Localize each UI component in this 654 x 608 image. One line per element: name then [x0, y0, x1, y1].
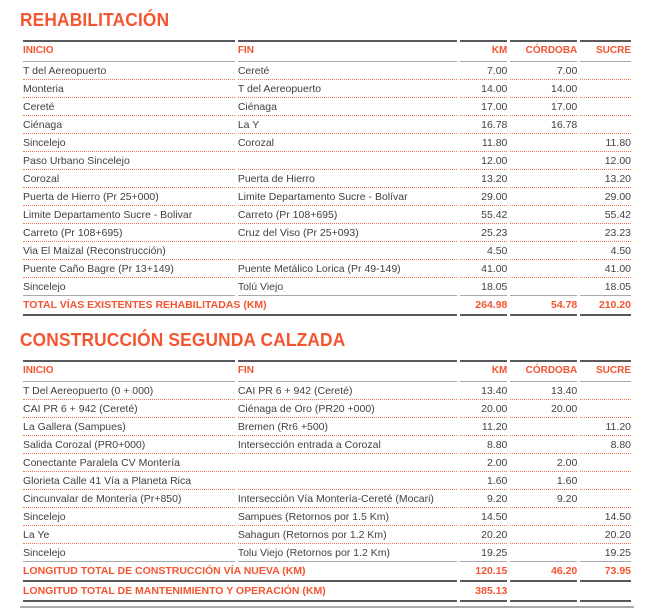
- section-title-rehabilitacion: REHABILITACIÓN: [20, 10, 170, 30]
- cell-inicio: Sincelejo: [23, 278, 235, 296]
- cell-inicio: Corozal: [23, 170, 235, 188]
- cell-cordoba: 7.00: [510, 62, 577, 80]
- cell-inicio: La Ye: [23, 526, 235, 544]
- table-header: [23, 360, 631, 382]
- cell-cordoba: 16.78: [510, 116, 577, 134]
- cell-fin: Carreto (Pr 108+695): [238, 206, 457, 224]
- cell-inicio: Carreto (Pr 108+695): [23, 224, 235, 242]
- cell-cordoba: 1.60: [510, 472, 577, 490]
- table-row: [23, 382, 631, 400]
- cell-cordoba: [510, 260, 577, 278]
- bottom-rule: [20, 602, 634, 608]
- cell-inicio: Ciénaga: [23, 116, 235, 134]
- section-rehabilitacion: [20, 10, 634, 316]
- cell-sucre: 12.00: [580, 152, 631, 170]
- cell-fin: Tolu Viejo (Retornos por 1.2 Km): [238, 544, 457, 562]
- cell-sucre: 8.80: [580, 436, 631, 454]
- total-row: [23, 582, 631, 602]
- table-row: [23, 62, 631, 80]
- total-row: [23, 562, 631, 582]
- table-row: [23, 508, 631, 526]
- cell-cordoba: 13.40: [510, 382, 577, 400]
- column-header-fin: FIN: [238, 40, 457, 62]
- cell-fin: Limite Departamento Sucre - Bolívar: [238, 188, 457, 206]
- cell-sucre: 11.80: [580, 134, 631, 152]
- cell-sucre: 19.25: [580, 544, 631, 562]
- cell-sucre: 29.00: [580, 188, 631, 206]
- table-row: [23, 152, 631, 170]
- column-header-sucre: SUCRE: [580, 360, 631, 382]
- cell-km: 55.42: [460, 206, 508, 224]
- cell-fin: Ciénaga: [238, 98, 457, 116]
- cell-fin: Puerta de Hierro: [238, 170, 457, 188]
- total-cordoba: 54.78: [510, 296, 577, 316]
- cell-km: 2.00: [460, 454, 508, 472]
- cell-fin: T del Aereopuerto: [238, 80, 457, 98]
- cell-sucre: 13.20: [580, 170, 631, 188]
- cell-km: 12.00: [460, 152, 508, 170]
- column-header-inicio: INICIO: [23, 360, 235, 382]
- cell-inicio: Cincunvalar de Montería (Pr+850): [23, 490, 235, 508]
- cell-km: 13.20: [460, 170, 508, 188]
- cell-cordoba: [510, 436, 577, 454]
- cell-fin: CAI PR 6 + 942 (Cereté): [238, 382, 457, 400]
- cell-sucre: 14.50: [580, 508, 631, 526]
- cell-fin: Cruz del Viso (Pr 25+093): [238, 224, 457, 242]
- table-body: [23, 382, 631, 562]
- cell-fin: Corozal: [238, 134, 457, 152]
- column-header-km: KM: [460, 40, 508, 62]
- table-body: [23, 62, 631, 296]
- cell-km: 41.00: [460, 260, 508, 278]
- cell-fin: [238, 152, 457, 170]
- cell-km: 9.20: [460, 490, 508, 508]
- column-header-km: KM: [460, 360, 508, 382]
- cell-cordoba: [510, 508, 577, 526]
- table-row: [23, 472, 631, 490]
- cell-fin: Ciénaga de Oro (PR20 +000): [238, 400, 457, 418]
- cell-fin: Sahagun (Retornos por 1.2 Km): [238, 526, 457, 544]
- table-totals: [23, 562, 631, 602]
- cell-inicio: Sincelejo: [23, 508, 235, 526]
- cell-fin: Bremen (Rr6 +500): [238, 418, 457, 436]
- cell-sucre: [580, 98, 631, 116]
- cell-km: 17.00: [460, 98, 508, 116]
- table-row: [23, 206, 631, 224]
- table-row: [23, 436, 631, 454]
- cell-km: 4.50: [460, 242, 508, 260]
- cell-inicio: Via El Maizal (Reconstrucción): [23, 242, 235, 260]
- total-sucre: [580, 582, 631, 602]
- cell-fin: La Y: [238, 116, 457, 134]
- total-label: TOTAL VÍAS EXISTENTES REHABILITADAS (KM): [23, 296, 457, 316]
- cell-km: 19.25: [460, 544, 508, 562]
- column-header-cordoba: CÓRDOBA: [510, 360, 577, 382]
- table-row: [23, 278, 631, 296]
- cell-inicio: Conectante Paralela CV Montería: [23, 454, 235, 472]
- section-title-construccion: CONSTRUCCIÓN SEGUNDA CALZADA: [20, 330, 346, 350]
- cell-km: 7.00: [460, 62, 508, 80]
- total-km: 385.13: [460, 582, 508, 602]
- rehabilitacion-table: [20, 40, 634, 316]
- cell-fin: Puente Metálico Lorica (Pr 49-149): [238, 260, 457, 278]
- table-row: [23, 544, 631, 562]
- cell-km: 11.20: [460, 418, 508, 436]
- cell-sucre: [580, 62, 631, 80]
- table-row: [23, 116, 631, 134]
- total-cordoba: 46.20: [510, 562, 577, 582]
- cell-cordoba: 9.20: [510, 490, 577, 508]
- cell-cordoba: [510, 188, 577, 206]
- table-row: [23, 134, 631, 152]
- table-row: [23, 260, 631, 278]
- cell-inicio: Monteria: [23, 80, 235, 98]
- cell-cordoba: [510, 224, 577, 242]
- cell-sucre: [580, 80, 631, 98]
- column-header-inicio: INICIO: [23, 40, 235, 62]
- cell-cordoba: [510, 242, 577, 260]
- section-construccion: [20, 330, 634, 608]
- cell-fin: Cereté: [238, 62, 457, 80]
- cell-fin: Tolú Viejo: [238, 278, 457, 296]
- cell-inicio: La Gallera (Sampues): [23, 418, 235, 436]
- cell-cordoba: [510, 544, 577, 562]
- total-km: 120.15: [460, 562, 508, 582]
- table-row: [23, 98, 631, 116]
- cell-fin: [238, 242, 457, 260]
- construccion-table: [20, 360, 634, 602]
- cell-inicio: Puente Caño Bagre (Pr 13+149): [23, 260, 235, 278]
- column-header-cordoba: CÓRDOBA: [510, 40, 577, 62]
- cell-inicio: Puerta de Hierro (Pr 25+000): [23, 188, 235, 206]
- cell-cordoba: [510, 418, 577, 436]
- cell-km: 20.20: [460, 526, 508, 544]
- cell-sucre: 18.05: [580, 278, 631, 296]
- total-label: LONGITUD TOTAL DE MANTENIMIENTO Y OPERACIÓN (KM): [23, 582, 457, 602]
- cell-inicio: Cereté: [23, 98, 235, 116]
- cell-cordoba: [510, 152, 577, 170]
- column-header-fin: FIN: [238, 360, 457, 382]
- cell-sucre: 55.42: [580, 206, 631, 224]
- cell-sucre: [580, 116, 631, 134]
- cell-km: 14.50: [460, 508, 508, 526]
- cell-inicio: CAI PR 6 + 942 (Cereté): [23, 400, 235, 418]
- cell-km: 18.05: [460, 278, 508, 296]
- cell-sucre: 23.23: [580, 224, 631, 242]
- cell-cordoba: 17.00: [510, 98, 577, 116]
- cell-fin: Intersección Vía Montería-Cereté (Mocari): [238, 490, 457, 508]
- cell-inicio: Sincelejo: [23, 134, 235, 152]
- cell-fin: Sampues (Retornos por 1.5 Km): [238, 508, 457, 526]
- cell-sucre: [580, 490, 631, 508]
- cell-inicio: T del Aereopuerto: [23, 62, 235, 80]
- table-row: [23, 400, 631, 418]
- cell-sucre: 20.20: [580, 526, 631, 544]
- cell-cordoba: [510, 526, 577, 544]
- table-row: [23, 80, 631, 98]
- cell-cordoba: [510, 278, 577, 296]
- table-totals: [23, 296, 631, 316]
- table-row: [23, 526, 631, 544]
- cell-sucre: 41.00: [580, 260, 631, 278]
- table-row: [23, 454, 631, 472]
- cell-sucre: [580, 382, 631, 400]
- table-header: [23, 40, 631, 62]
- cell-km: 16.78: [460, 116, 508, 134]
- cell-cordoba: [510, 170, 577, 188]
- cell-km: 11.80: [460, 134, 508, 152]
- cell-fin: [238, 454, 457, 472]
- cell-inicio: Paso Urbano Sincelejo: [23, 152, 235, 170]
- cell-inicio: T Del Aereopuerto (0 + 000): [23, 382, 235, 400]
- column-header-sucre: SUCRE: [580, 40, 631, 62]
- cell-inicio: Salida Corozal (PR0+000): [23, 436, 235, 454]
- cell-cordoba: 14.00: [510, 80, 577, 98]
- cell-km: 1.60: [460, 472, 508, 490]
- total-sucre: 210.20: [580, 296, 631, 316]
- table-row: [23, 224, 631, 242]
- total-label: LONGITUD TOTAL DE CONSTRUCCIÓN VÍA NUEVA (KM): [23, 562, 457, 582]
- cell-cordoba: [510, 206, 577, 224]
- cell-sucre: [580, 454, 631, 472]
- total-km: 264.98: [460, 296, 508, 316]
- cell-sucre: 4.50: [580, 242, 631, 260]
- total-cordoba: [510, 582, 577, 602]
- total-row: [23, 296, 631, 316]
- cell-cordoba: 20.00: [510, 400, 577, 418]
- cell-fin: [238, 472, 457, 490]
- cell-inicio: Glorieta Calle 41 Vía a Planeta Rica: [23, 472, 235, 490]
- table-row: [23, 188, 631, 206]
- cell-cordoba: 2.00: [510, 454, 577, 472]
- cell-km: 29.00: [460, 188, 508, 206]
- table-row: [23, 418, 631, 436]
- cell-sucre: [580, 400, 631, 418]
- table-row: [23, 170, 631, 188]
- cell-sucre: [580, 472, 631, 490]
- cell-km: 25.23: [460, 224, 508, 242]
- cell-km: 14.00: [460, 80, 508, 98]
- cell-fin: Intersección entrada a Corozal: [238, 436, 457, 454]
- table-row: [23, 490, 631, 508]
- cell-inicio: Sincelejo: [23, 544, 235, 562]
- cell-cordoba: [510, 134, 577, 152]
- cell-km: 8.80: [460, 436, 508, 454]
- table-row: [23, 242, 631, 260]
- cell-sucre: 11.20: [580, 418, 631, 436]
- cell-km: 20.00: [460, 400, 508, 418]
- cell-inicio: Limite Departamento Sucre - Bolivar: [23, 206, 235, 224]
- cell-km: 13.40: [460, 382, 508, 400]
- total-sucre: 73.95: [580, 562, 631, 582]
